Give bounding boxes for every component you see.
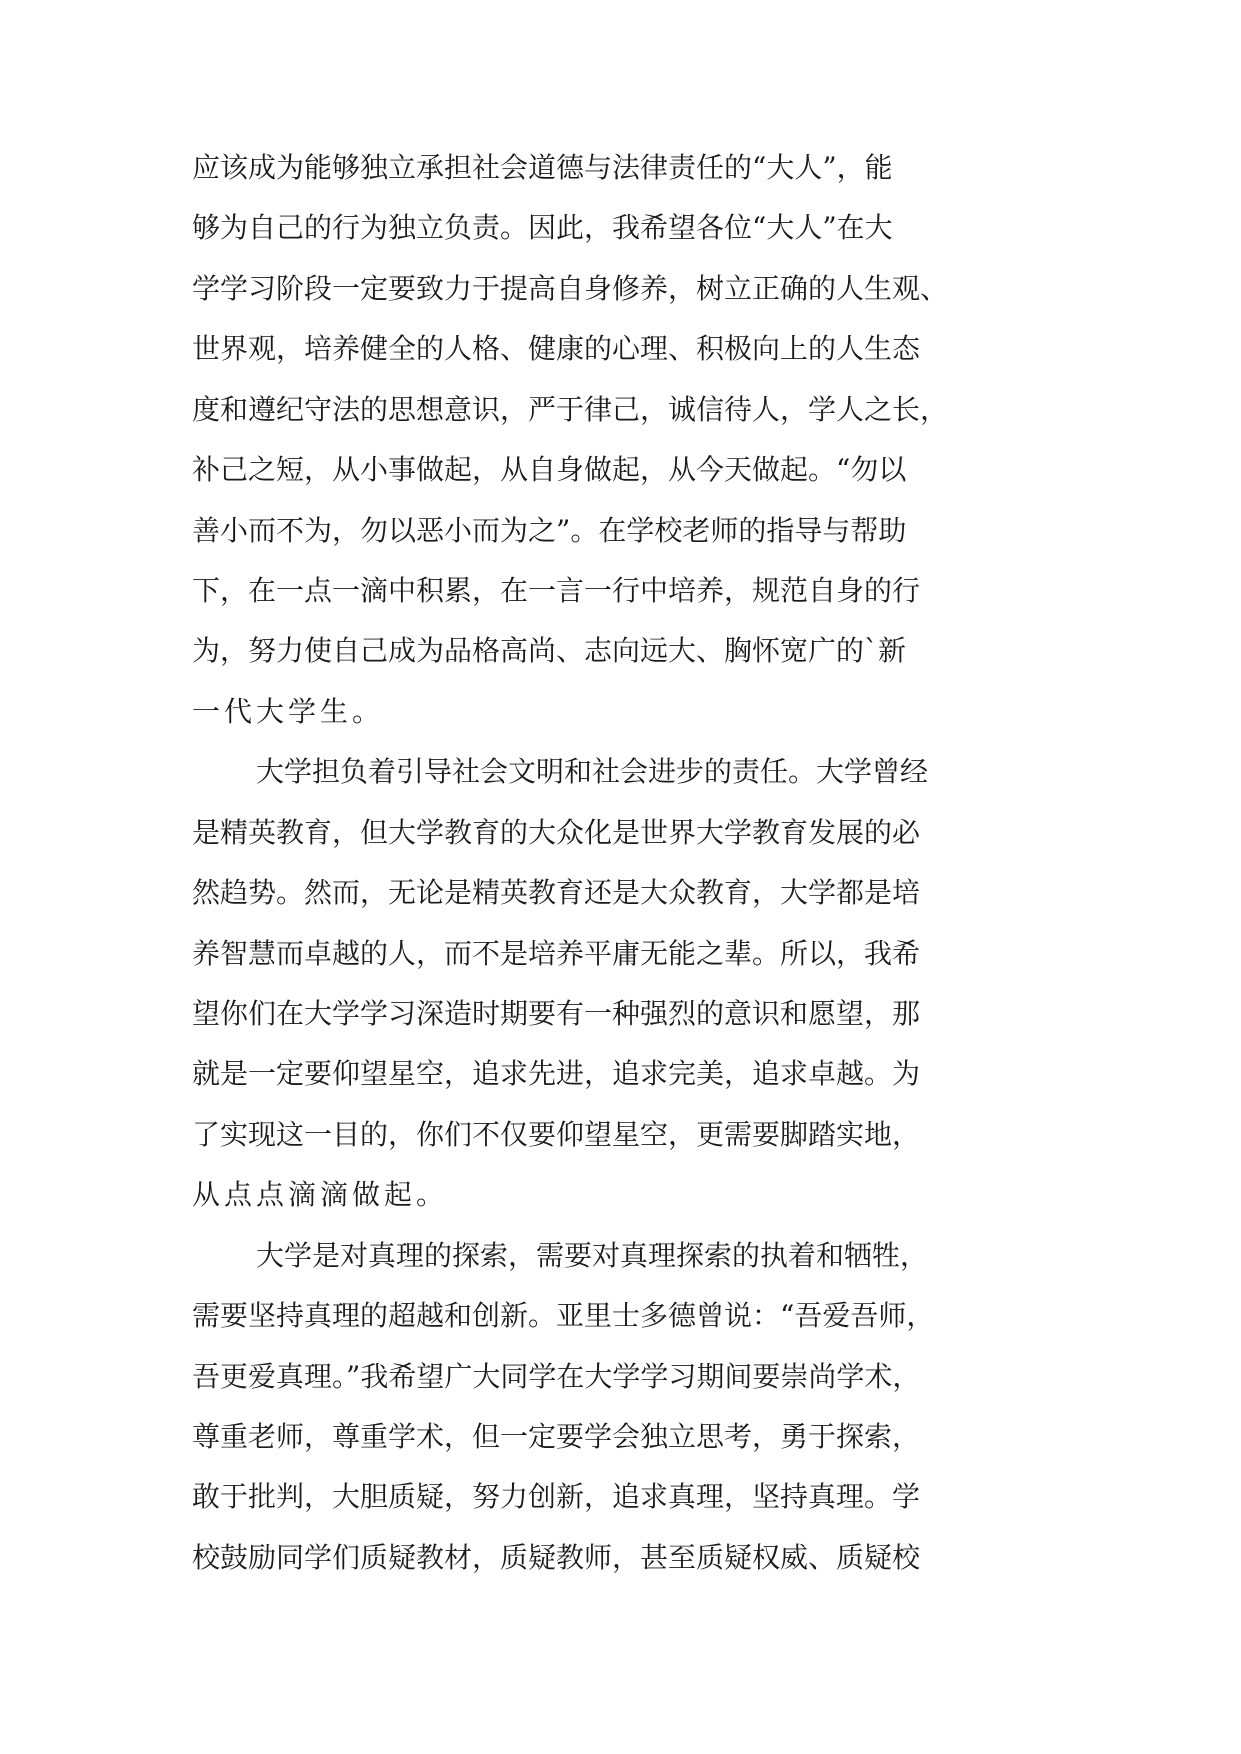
- paragraph-first-line: 大学是对真理的探索，需要对真理探索的执着和牺牲，: [256, 1239, 929, 1272]
- text-line: 学学习阶段一定要致力于提高自身修养，树立正确的人生观、: [192, 272, 949, 305]
- text-line: 养智慧而卓越的人，而不是培养平庸无能之辈。所以，我希: [192, 937, 921, 970]
- text-line: 敢于批判，大胆质疑，努力创新，追求真理，坚持真理。学: [192, 1480, 921, 1513]
- text-line: 从点点滴滴做起。: [192, 1178, 449, 1211]
- text-line: 了实现这一目的，你们不仅要仰望星空，更需要脚踏实地，: [192, 1118, 921, 1151]
- text-line: 吾更爱真理。”我希望广大同学在大学学习期间要崇尚学术，: [192, 1360, 921, 1393]
- text-line: 是精英教育，但大学教育的大众化是世界大学教育发展的必: [192, 816, 921, 849]
- text-line: 为，努力使自己成为品格高尚、志向远大、胸怀宽广的`新: [192, 634, 907, 667]
- text-line: 度和遵纪守法的思想意识，严于律己，诚信待人，学人之长，: [192, 393, 949, 426]
- text-line: 够为自己的行为独立负责。因此，我希望各位“大人”在大: [192, 211, 893, 244]
- text-line: 然趋势。然而，无论是精英教育还是大众教育，大学都是培: [192, 876, 921, 909]
- text-line: 世界观，培养健全的人格、健康的心理、积极向上的人生态: [192, 332, 921, 365]
- text-line: 一代大学生。: [192, 695, 385, 728]
- text-line: 望你们在大学学习深造时期要有一种强烈的意识和愿望，那: [192, 997, 921, 1030]
- text-line: 就是一定要仰望星空，追求先进，追求完美，追求卓越。为: [192, 1057, 921, 1090]
- paragraph-first-line: 大学担负着引导社会文明和社会进步的责任。大学曾经: [256, 755, 929, 788]
- text-line: 补己之短，从小事做起，从自身做起，从今天做起。“勿以: [192, 453, 907, 486]
- text-line: 尊重老师，尊重学术，但一定要学会独立思考，勇于探索，: [192, 1420, 921, 1453]
- text-line: 善小而不为，勿以恶小而为之”。在学校老师的指导与帮助: [192, 514, 907, 547]
- text-line: 应该成为能够独立承担社会道德与法律责任的“大人”，能: [192, 151, 893, 184]
- text-line: 需要坚持真理的超越和创新。亚里士多德曾说：“吾爱吾师，: [192, 1299, 935, 1332]
- text-line: 校鼓励同学们质疑教材，质疑教师，甚至质疑权威、质疑校: [192, 1541, 921, 1574]
- text-line: 下，在一点一滴中积累，在一言一行中培养，规范自身的行: [192, 574, 921, 607]
